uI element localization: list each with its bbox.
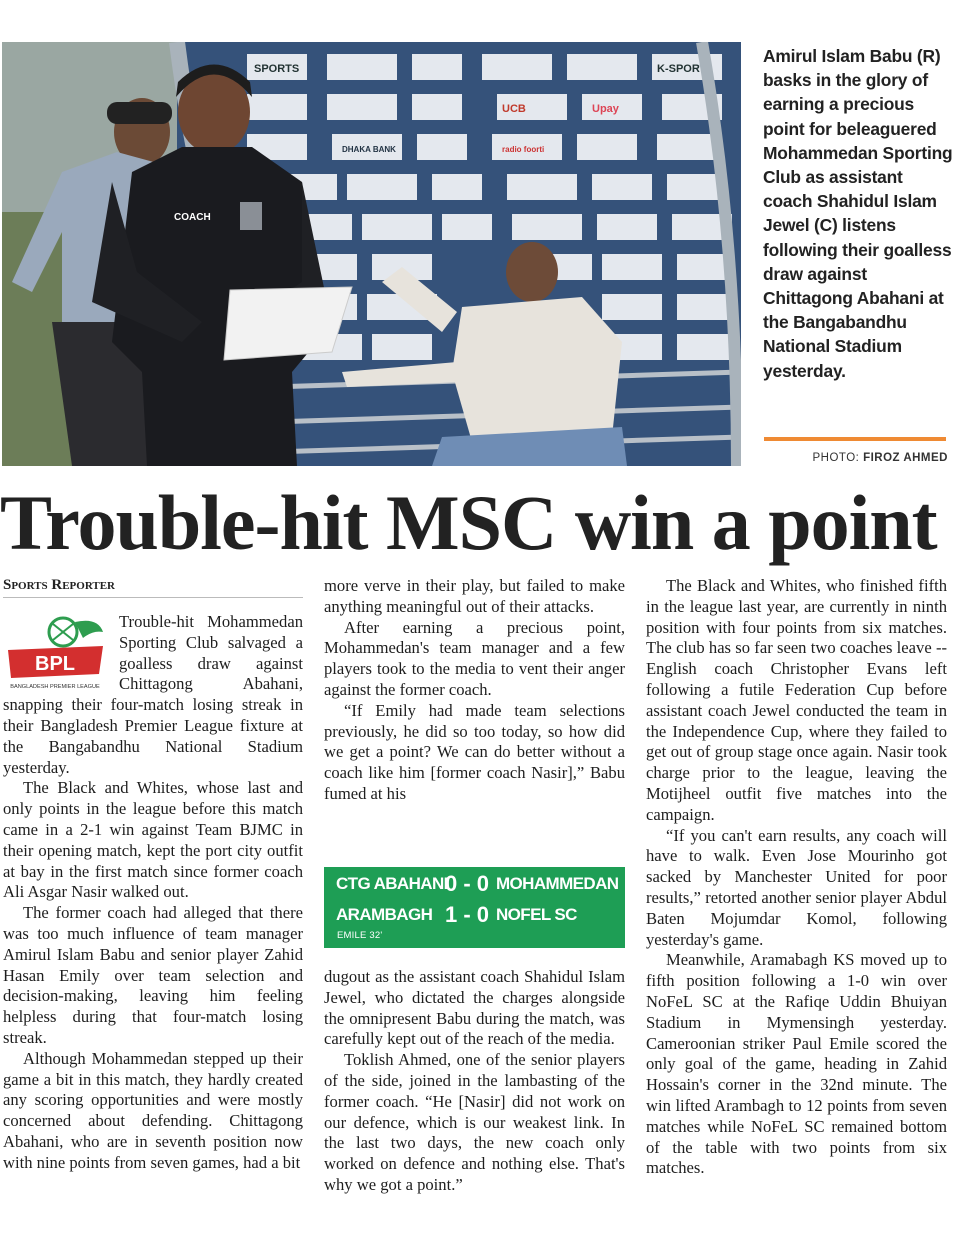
away-team: NOFEL SC: [496, 905, 577, 924]
photo-caption: Amirul Islam Babu (R) basks in the glory of earning a precious point for beleaguered Mohammedan Sporting Club as assistant coach Shahidul Islam Jewel (C) listens following their goalless draw against Chittagong Abahani at the Bangabandhu National Stadium yesterday.: [763, 46, 953, 381]
coach-jacket-text: COACH: [174, 212, 211, 223]
article-column-3: [646, 576, 947, 1179]
paragraph: The Black and Whites, who finished fifth in the league last year, are currently in ninth position with four points from six matches. The club has so far seen two coaches leave -- English coach Christopher Evans left following a futile Federation Cup before assistant coach Jewel conducted the team in the Independence Cup, where they failed to get out of group stage once again. Nasir took charge prior to the league, leaving the Motijheel outfit five matches into the campaign.: [646, 576, 947, 824]
paragraph: Meanwhile, Aramabagh KS moved up to fifth position following a 1-0 win over NoFeL SC at the Rafiqe Uddin Bhuiyan Stadium in Mymensingh yesterday. Cameroonian striker Paul Emile scored the only goal of the game, heading in Zahid Hossain's corner in the 32nd minute. The win lifted Arambagh to 12 points from seven matches while NoFeL SC remained bottom of the table with two points from six matches.: [646, 950, 947, 1178]
sponsor-text: UCB: [502, 103, 526, 115]
paragraph: After earning a precious point, Mohammedan's team manager and a few players took to the media to vent their anger against the former coach.: [324, 617, 625, 699]
match-score: 1 - 0: [444, 902, 490, 927]
paragraph: The Black and Whites, whose last and only points in the league before this match came in a 2-1 win against Team BJMC in their opening match, kept the port city outfit at bay in the first match since former coach Ali Asgar Nasir walked out.: [3, 778, 303, 902]
home-team: CTG ABAHANI: [336, 874, 448, 893]
news-photo: [2, 42, 741, 466]
sponsor-text: SPORTS: [254, 63, 300, 75]
result-row: [324, 902, 625, 932]
home-team: ARAMBAGH: [336, 905, 433, 924]
bpl-logo-title: BPL: [35, 653, 75, 675]
bpl-logo: [3, 612, 111, 692]
article-column-2-bottom: [324, 967, 625, 1196]
match-score: 0 - 0: [444, 871, 490, 896]
photo-credit: [764, 452, 948, 464]
results-box: [324, 867, 625, 948]
article-column-1: [3, 612, 303, 1174]
photo-credit-name: FIROZ AHMED: [863, 452, 948, 464]
bpl-logo-graphic: [3, 612, 111, 692]
paragraph: The former coach had alleged that there was too much influence of team manager Amirul Islam Babu and senior player Zahid Hasan Emily over team selection and decision-making, leaving him feeling helpless during that four-match losing streak.: [3, 903, 303, 1047]
byline: Sports Reporter: [3, 577, 303, 598]
paragraph: more verve in their play, but failed to make anything meaningful out of their attacks.: [324, 576, 625, 616]
sponsor-text: DHAKA BANK: [342, 145, 396, 154]
paragraph: Although Mohammedan stepped up their game a bit in this match, they hardly created any scoring opportunities and were mostly concerned about defending. Chittagong Abahani, who are in seventh position now with nine points from seven games, had a bit: [3, 1048, 303, 1172]
goal-scorer: EMILE 32': [337, 930, 383, 941]
sponsor-text: Upay: [592, 103, 619, 115]
paragraph: dugout as the assistant coach Shahidul Islam Jewel, who dictated the charges alongside the omnipresent Babu during the match, was carefully kept out of the reach of the media.: [324, 967, 625, 1049]
article-column-2-top: [324, 576, 625, 805]
bpl-logo-subtitle: BANGLADESH PREMIER LEAGUE: [10, 684, 100, 690]
away-team: MOHAMMEDAN: [496, 874, 619, 893]
paragraph: “If you can't earn results, any coach will have to walk. Even Jose Mourinho got sacked by Manchester United for poor results,” retorted another senior player Abdul Baten Mojumdar Komol, following yesterday's game.: [646, 825, 947, 949]
caption-divider: [764, 437, 946, 441]
sponsor-text: radio foorti: [502, 145, 545, 154]
photo-credit-label: PHOTO:: [812, 452, 864, 464]
sponsor-text: K-SPORT: [657, 63, 707, 75]
paragraph: Toklish Ahmed, one of the senior players of the side, joined in the lambasting of the former coach. “He [Nasir] did not work on our defence, which is our weakest link. In the last two days, the new coach only worked on defence and nothing else. That's why we got a point.”: [324, 1050, 625, 1194]
headline: Trouble-hit MSC win a point: [0, 479, 937, 566]
result-row: [324, 871, 625, 901]
dugout-scene-illustration: [2, 42, 741, 466]
paragraph: “If Emily had made team selections previously, he did so too today, so how did we get a point? We can do better without a coach like him [former coach Nasir],” Babu fumed at his: [324, 700, 625, 803]
paragraph: Trouble-hit Mohammedan Sporting Club salvaged a goalless draw against Chittagong Abahani, snapping their four-match losing streak in their Bangladesh Premier League fixture at the Bangabandhu National Stadium yesterday.: [3, 612, 303, 777]
